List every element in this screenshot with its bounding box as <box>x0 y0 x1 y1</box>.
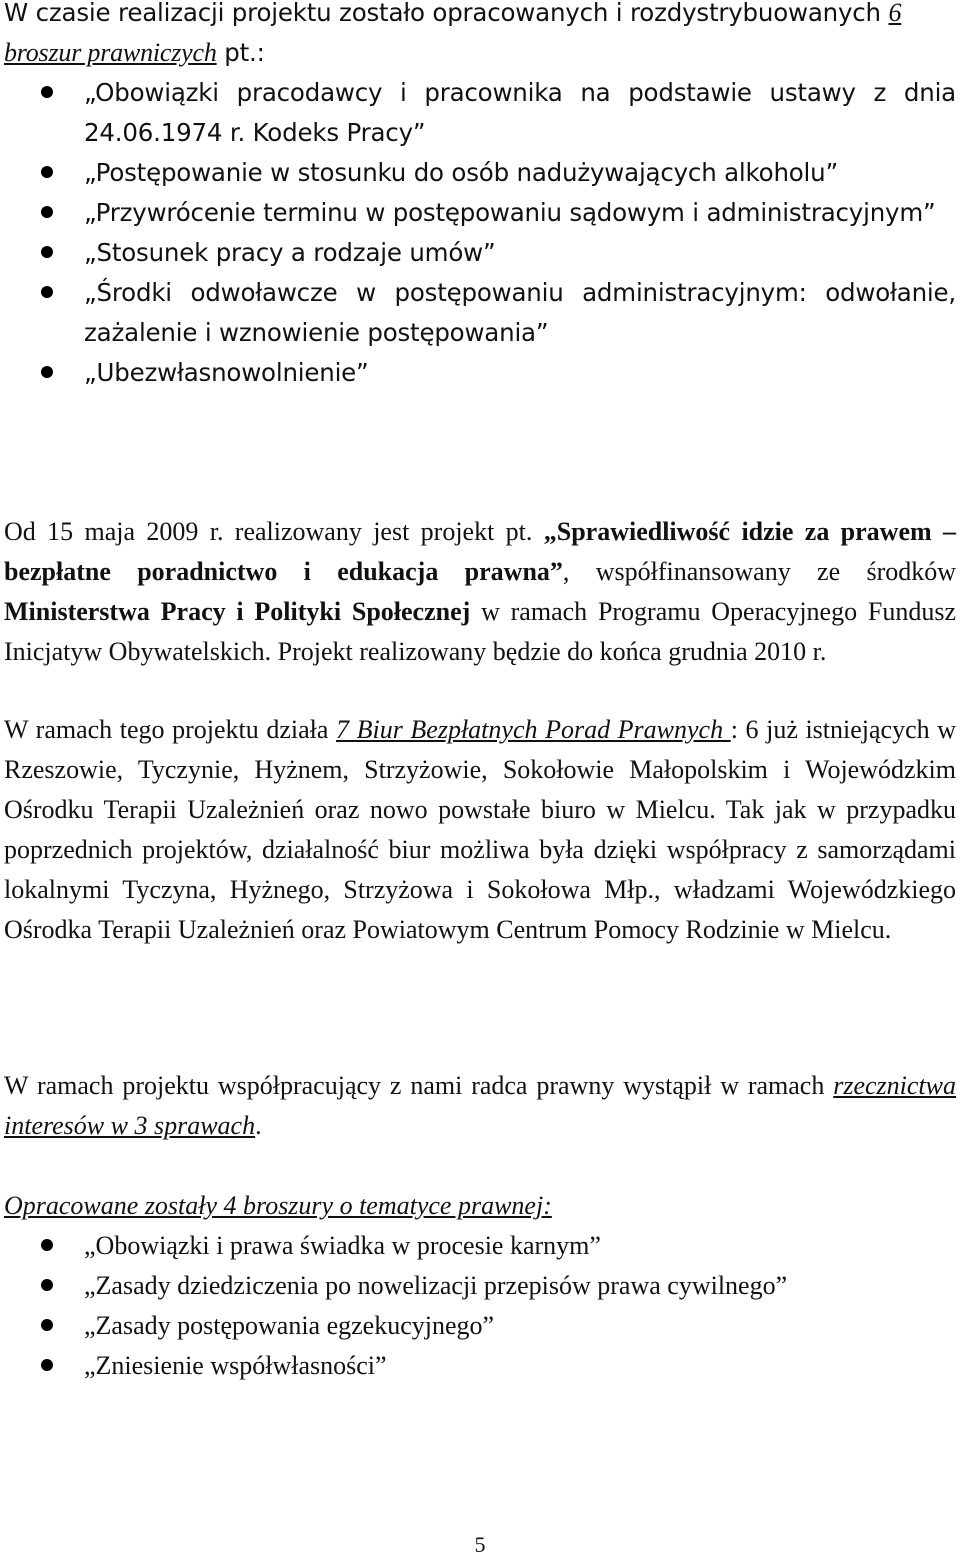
list-item: „Zasady postępowania egzekucyjnego” <box>0 1306 956 1346</box>
bullet-icon <box>41 1279 53 1291</box>
intro-after: pt.: <box>216 38 265 67</box>
list-item: „Obowiązki pracodawcy i pracownika na podstawie ustawy z dnia 24.06.1974 r. Kodeks Pracy” <box>0 73 956 153</box>
offices-text-2: : 6 już istniejących w Rzeszowie, Tyczynie, Hyżnem, Strzyżowie, Sokołowie Małopolskim i Wojewódzkim Ośrodku Terapii Uzależnień oraz nowo powstałe biuro w Mielcu. Tak jak w przypadku poprzednich projektów, działalność biur możliwa była dzięki współpracy z samorządami lokalnymi Tyczyna, Hyżnego, Strzyżowa i Sokołowa Młp., władzami Wojewódzkiego Ośrodka Terapii Uzależnień oraz Powiatowym Centrum Pomocy Rodzinie w Mielcu. <box>4 715 956 944</box>
list-item: „Zniesienie współwłasności” <box>0 1346 956 1386</box>
offices-paragraph <box>4 710 956 950</box>
bullet-icon <box>41 366 53 378</box>
intro-text: W czasie realizacji projektu zostało opracowanych i rozdystrybuowanych <box>4 0 889 27</box>
page-number: 5 <box>474 1532 486 1557</box>
advocacy-cases: rzecznictwa interesów w 3 sprawach <box>4 1071 956 1140</box>
list-item: „Zasady dziedziczenia po nowelizacji przepisów prawa cywilnego” <box>0 1266 956 1306</box>
bullet-icon <box>41 286 53 298</box>
bullet-icon <box>41 86 53 98</box>
offices-count: 7 Biur Bezpłatnych Porad Prawnych <box>336 715 731 744</box>
bullet-icon <box>41 166 53 178</box>
bullet-icon <box>41 206 53 218</box>
bullet-icon <box>41 246 53 258</box>
advocacy-text-1: W ramach projektu współpracujący z nami radca prawny wystąpił w ramach <box>4 1071 834 1100</box>
bullet-icon <box>41 1359 53 1371</box>
brochures-heading: Opracowane zostały 4 broszury o tematyce prawnej: <box>4 1191 552 1220</box>
list-item: „Stosunek pracy a rodzaje umów” <box>0 233 956 273</box>
project-text-2: , współfinansowany ze środków <box>562 557 957 586</box>
project-paragraph <box>4 512 956 672</box>
project-title: „Sprawiedliwość idzie za prawem – bezpłatne poradnictwo i edukacja prawna” <box>4 517 957 586</box>
list-item: „Środki odwoławcze w postępowaniu administracyjnym: odwołanie, zażalenie i wznowienie postępowania” <box>0 273 956 353</box>
brochures-list-first <box>0 73 956 393</box>
list-item: „Przywrócenie terminu w postępowaniu sądowym i administracyjnym” <box>0 193 956 233</box>
ministry-name: Ministerstwa Pracy i Polityki Społecznej <box>4 597 471 626</box>
bullet-icon <box>41 1239 53 1251</box>
bullet-icon <box>41 1319 53 1331</box>
intro-brochures-link: 6 broszur prawniczych <box>4 0 902 67</box>
project-text-3: w ramach Programu Operacyjnego Fundusz Inicjatyw Obywatelskich. Projekt realizowany będzie do końca grudnia 2010 r. <box>4 597 956 666</box>
list-item: „Ubezwłasnowolnienie” <box>0 353 956 393</box>
brochures-list-second <box>0 1226 956 1386</box>
intro-paragraph <box>4 0 956 73</box>
advocacy-text-2: . <box>255 1111 262 1140</box>
list-item: „Postępowanie w stosunku do osób nadużywających alkoholu” <box>0 153 956 193</box>
offices-text-1: W ramach tego projektu działa <box>4 715 337 744</box>
list-item: „Obowiązki i prawa świadka w procesie karnym” <box>0 1226 956 1266</box>
project-text-1: Od 15 maja 2009 r. realizowany jest projekt pt. <box>4 517 544 546</box>
advocacy-paragraph <box>4 1066 956 1146</box>
